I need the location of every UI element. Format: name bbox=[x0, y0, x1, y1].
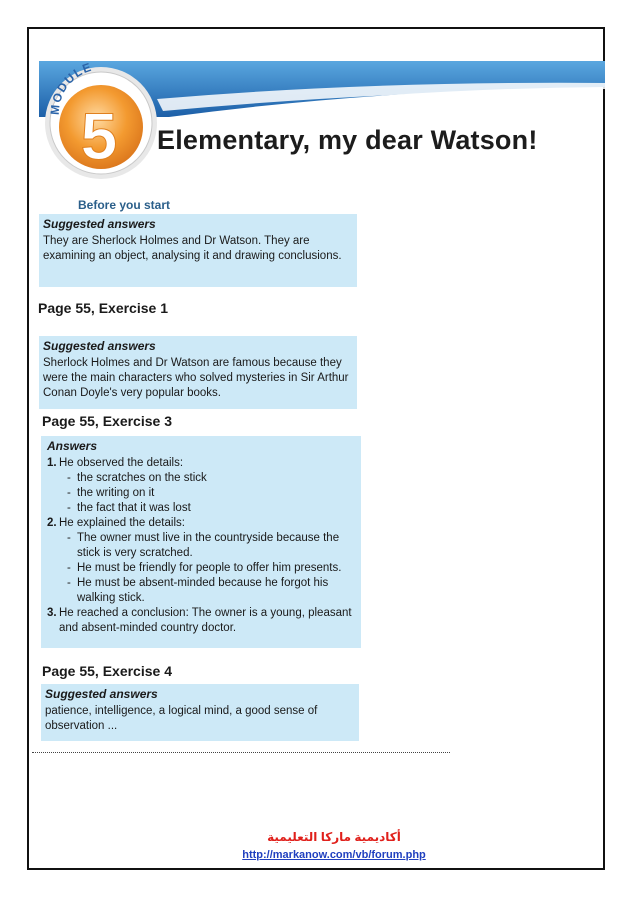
exercise3-box bbox=[41, 436, 361, 648]
answer-text: He explained the details: bbox=[59, 517, 185, 529]
exercise1-box bbox=[39, 336, 357, 409]
exercise4-heading: Page 55, Exercise 4 bbox=[42, 663, 172, 679]
answer-sublist bbox=[59, 471, 356, 516]
dotted-divider bbox=[32, 752, 450, 753]
answer-text: He observed the details: bbox=[59, 457, 184, 469]
answer-number: 2. bbox=[47, 517, 57, 529]
answer-number: 3. bbox=[47, 607, 57, 619]
module-ring-label: MODULE bbox=[47, 59, 95, 116]
exercise3-label: Answers bbox=[47, 439, 98, 453]
answer-item-3 bbox=[47, 606, 356, 636]
exercise4-label: Suggested answers bbox=[45, 687, 158, 701]
sub-item: - He must be friendly for people to offer him presents. bbox=[67, 561, 356, 576]
answer-text: He reached a conclusion: The owner is a young, pleasant and absent-minded country doctor. bbox=[59, 607, 352, 634]
answer-sublist bbox=[59, 531, 356, 606]
footer-forum-link[interactable]: http://markanow.com/vb/forum.php bbox=[242, 849, 426, 861]
module-banner bbox=[39, 59, 605, 179]
badge-text-layer bbox=[39, 59, 169, 189]
sub-item: - The owner must live in the countryside because the stick is very scratched. bbox=[67, 531, 356, 561]
exercise3-answer-list bbox=[47, 456, 356, 636]
exercise4-text: patience, intelligence, a logical mind, a good sense of observation ... bbox=[45, 705, 318, 732]
answer-number: 1. bbox=[47, 457, 57, 469]
answer-item-2 bbox=[47, 516, 356, 606]
module-number: 5 bbox=[80, 99, 118, 173]
before-you-start-box bbox=[39, 214, 357, 287]
exercise1-heading: Page 55, Exercise 1 bbox=[38, 300, 168, 316]
exercise1-label: Suggested answers bbox=[43, 339, 156, 353]
before-you-start-heading: Before you start bbox=[78, 198, 171, 212]
sub-item: - the writing on it bbox=[67, 486, 356, 501]
before-you-start-text: They are Sherlock Holmes and Dr Watson. They are examining an object, analysing it and drawing conclusions. bbox=[43, 235, 342, 262]
exercise1-text: Sherlock Holmes and Dr Watson are famous because they were the main characters who solved mysteries in Sir Arthur Conan Doyle's very popular books. bbox=[43, 357, 349, 399]
exercise4-box bbox=[41, 684, 359, 741]
answer-item-1 bbox=[47, 456, 356, 516]
sub-item: - the scratches on the stick bbox=[67, 471, 356, 486]
before-you-start-label: Suggested answers bbox=[43, 217, 156, 231]
module-title: Elementary, my dear Watson! bbox=[157, 125, 538, 155]
exercise3-heading: Page 55, Exercise 3 bbox=[42, 413, 172, 429]
sub-item: - the fact that it was lost bbox=[67, 501, 356, 516]
sub-item: - He must be absent-minded because he forgot his walking stick. bbox=[67, 576, 356, 606]
page-frame bbox=[27, 27, 605, 870]
footer-academy-name: أكاديمية ماركا التعليمية bbox=[267, 830, 401, 844]
